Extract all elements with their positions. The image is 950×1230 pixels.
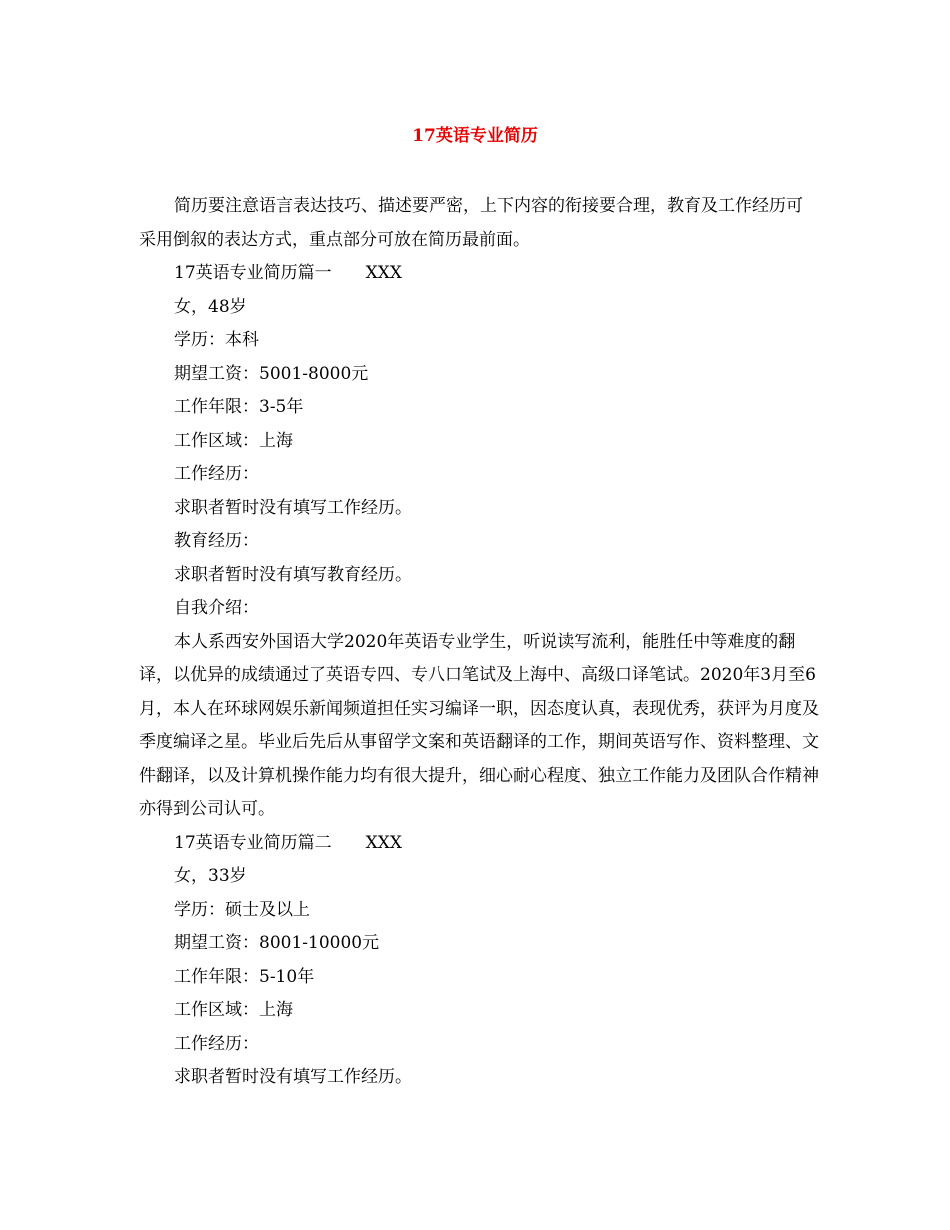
resume1-salary: 期望工资：5001-8000元 (174, 363, 369, 384)
resume1-gender-age: 女，48岁 (174, 296, 247, 317)
resume1-edu-label: 教育经历： (174, 531, 259, 551)
resume1-heading-line (139, 257, 819, 291)
resume1-region: 工作区域：上海 (174, 430, 293, 451)
resume2-heading: 17英语专业简历篇二 (174, 832, 332, 853)
resume1-education: 学历：本科 (174, 330, 259, 350)
resume2-gender-age: 女，33岁 (174, 866, 247, 886)
resume1-work-label: 工作经历： (174, 464, 259, 484)
resume1-heading: 17英语专业简历篇一 (174, 263, 332, 283)
resume2-education: 学历：硕士及以上 (174, 899, 310, 920)
resume2-salary: 期望工资：8001-10000元 (174, 933, 380, 953)
document-title: 17英语专业简历 (412, 126, 538, 146)
resume1-edu-text: 求职者暂时没有填写教育经历。 (174, 564, 412, 585)
resume2-name: XXX (365, 832, 402, 853)
resume2-work-text: 求职者暂时没有填写工作经历。 (174, 1067, 412, 1087)
document-body (139, 190, 819, 1095)
resume2-work-label: 工作经历： (174, 1033, 259, 1054)
resume1-self-text: 本人系西安外国语大学2020年英语专业学生，听说读写流利，能胜任中等难度的翻译，以优异的成绩通过了英语专四、专八口笔试及上海中、高级口译笔试。2020年3月至6月，本人在环球网娱乐新闻频道担任实习编译一职，因态度认真，表现优秀，获评为月度及季度编译之星。毕业后先后从事留学文案和英语翻译的工作，期间英语写作、资料整理、文件翻译，以及计算机操作能力均有很大提升，细心耐心程度、独立工作能力及团队合作精神亦得到公司认可。 (139, 631, 819, 819)
resume2-heading-line (139, 827, 819, 861)
resume1-work-text: 求职者暂时没有填写工作经历。 (174, 497, 412, 518)
resume1-self-label: 自我介绍： (174, 598, 259, 618)
resume1-years: 工作年限：3-5年 (174, 397, 304, 417)
intro-paragraph: 简历要注意语言表达技巧、描述要严密，上下内容的衔接要合理，教育及工作经历可采用倒叙的表达方式，重点部分可放在简历最前面。 (139, 196, 803, 250)
resume2-region: 工作区域：上海 (174, 1000, 293, 1020)
resume2-years: 工作年限：5-10年 (174, 966, 315, 987)
resume1-name: XXX (365, 263, 402, 283)
